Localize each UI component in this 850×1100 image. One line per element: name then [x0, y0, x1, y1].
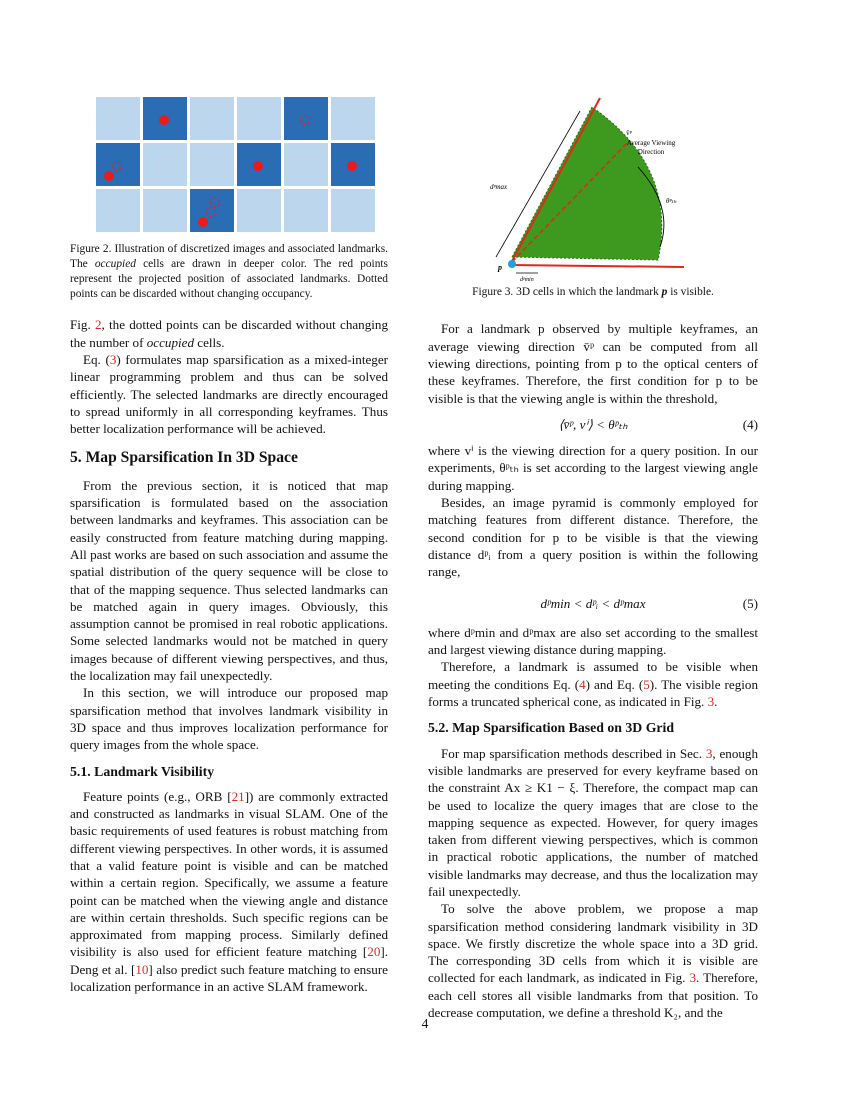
free-cell	[96, 97, 140, 140]
label-dmax: dᵖmax	[490, 183, 508, 191]
paragraph: Feature points (e.g., ORB [21]) are commonly extracted and constructed as landmarks in visual SLAM. One of the basic requirements of used features is robust matching from different viewing perspectives. In other words, it is assumed that a valid feature point is visible and can be matched within a certain region. Specifically, we assume a feature point can be matched when the viewing angle and distance are within certain thresholds. Such specific regions can be approximated from mapping process. Similarly defined visibility is also used for efficient feature matching [20]. Deng et al. [10] also predict such feature matching to ensure localization performance in an active SLAM framework.	[70, 788, 388, 995]
figure-2-grid	[96, 97, 388, 232]
label-v: v̄ᵖ	[626, 129, 632, 137]
right-column	[428, 97, 758, 1021]
free-cell	[331, 97, 375, 140]
landmark-point	[198, 217, 208, 227]
free-cell	[143, 143, 187, 186]
figure-3-diagram	[488, 97, 688, 283]
citation-link[interactable]: 21	[231, 788, 245, 804]
paragraph: From the previous section, it is noticed that map sparsification is formulated based on the association between landmarks and keyframes. This association can be easily constructed from feature matching during mapping. All past works are based on such association and assume the spatial distribution of the query sequence will be close to that of the mapping sequence. Thus selected landmarks can be matched again in query images. Obviously, this assumption cannot be promised in real robotic applications. Some selected landmarks would not be matched in query images because of different viewing perspectives, and thus, the localization may fail unexpectedly.	[70, 477, 388, 684]
free-cell	[190, 143, 234, 186]
occupied-cell	[96, 143, 140, 186]
landmark-point	[253, 161, 263, 171]
figure-ref-link[interactable]: 3	[707, 694, 715, 710]
label-p: p	[498, 263, 502, 272]
discardable-point	[210, 197, 220, 207]
landmark-point	[508, 260, 516, 268]
occupied-cell	[331, 143, 375, 186]
landmark-point	[159, 115, 169, 125]
page-number: 4	[421, 1016, 429, 1031]
figure-3	[488, 97, 758, 281]
free-cell	[284, 189, 328, 232]
paragraph: In this section, we will introduce our proposed map sparsification method that involves landmark visibility in 3D space and thus improves localization performance for query images from the whole space.	[70, 685, 388, 753]
left-column	[70, 97, 388, 995]
equation-ref-link[interactable]: 5	[643, 676, 650, 692]
paragraph: Fig. 2, the dotted points can be discarded without changing the number of occupied cells.	[70, 317, 388, 350]
paragraph: where vⁱ is the viewing direction for a query position. In our experiments, θᵖₜₕ is set according to the largest viewing angle during mapping.	[428, 443, 758, 493]
free-cell	[190, 97, 234, 140]
equation-4: ⟨v̄ᵖ, vⁱ⟩ < θᵖₜₕ (4)	[558, 416, 758, 432]
free-cell	[284, 143, 328, 186]
section-ref-link[interactable]: 3	[705, 745, 713, 761]
figure-3-caption: Figure 3. 3D cells in which the landmark p is visible.	[472, 286, 714, 299]
discardable-point	[206, 207, 216, 217]
equation-5: dᵖmin < dᵖᵢ < dᵖmax (5)	[540, 595, 758, 611]
section-heading-5-1: 5.1. Landmark Visibility	[70, 763, 215, 779]
paragraph: For a landmark p observed by multiple keyframes, an average viewing direction v̄ᵖ can be computed from all viewing directions, pointing from p to the optical centers of these keyframes. Therefore, the first condition for p to be visible is that the viewing angle is within the threshold,	[428, 321, 758, 406]
equation-ref-link[interactable]: 4	[579, 676, 586, 692]
occupied-cell	[190, 189, 234, 232]
paragraph: Eq. (3) formulates map sparsification as a mixed-integer linear programming problem and thus can be solved efficiently. The selected landmarks are directly encouraged to spread uniformly in all corresponding keyframes. Thus better localization performance will be achieved.	[70, 351, 389, 437]
label-average: Average Viewing	[626, 139, 676, 147]
paragraph: Besides, an image pyramid is commonly employed for matching features from different distance. Therefore, the second condition for p to be visible is that the viewing distance dᵖᵢ from a query position is within the following range,	[428, 495, 758, 580]
figure-ref-link[interactable]: 2	[94, 317, 102, 333]
discardable-point	[300, 115, 310, 125]
paragraph: where dᵖmin and dᵖmax are also set according to the smallest and largest viewing distance during mapping.	[428, 624, 758, 658]
free-cell	[237, 189, 281, 232]
citation-link[interactable]: 10	[135, 961, 149, 977]
paragraph: To solve the above problem, we propose a map sparsification method considering landmark visibility in 3D space. We firstly discretize the whole space into a 3D grid. The corresponding 3D cells from which it is visible are collected for each landmark, as indicated in Fig. 3. Therefore, each cell stores all visible landmarks from that position. To decrease computation, we define a threshold K₂, and the	[428, 901, 758, 1021]
figure-ref-link[interactable]: 3	[689, 970, 697, 986]
section-heading-5: 5. Map Sparsification In 3D Space	[70, 449, 298, 467]
occupied-cell	[237, 143, 281, 186]
label-dmin: dᵖmin	[520, 277, 534, 283]
landmark-point	[104, 171, 114, 181]
equation-ref-link[interactable]: 3	[109, 351, 117, 367]
landmark-point	[347, 161, 357, 171]
citation-link[interactable]: 20	[367, 944, 381, 960]
occupied-cell	[143, 97, 187, 140]
boundary-line	[510, 265, 684, 267]
free-cell	[331, 189, 375, 232]
paragraph: For map sparsification methods described in Sec. 3, enough visible landmarks are preserved for every keyframe based on the constraint Ax ≥ K1 − ξ. Therefore, the compact map can be used to localize the query images that are close to the mapping sequence as expected. However, for query images taken from different viewing perspectives, which is common in practical robotic applications, the number of matched visible landmarks may decrease, and thus the localization may fail unexpectedly.	[428, 745, 759, 899]
section-heading-5-2: 5.2. Map Sparsification Based on 3D Grid	[428, 720, 675, 736]
free-cell	[237, 97, 281, 140]
paragraph: Therefore, a landmark is assumed to be visible when meeting the conditions Eq. (4) and Eq. (5). The visible region forms a truncated spherical cone, as indicated in Fig. 3.	[428, 659, 758, 710]
free-cell	[96, 189, 140, 232]
occupied-cell	[284, 97, 328, 140]
free-cell	[143, 189, 187, 232]
discardable-point	[112, 161, 122, 171]
label-theta: θᵖₜₕ	[666, 197, 677, 205]
label-direction: Direction	[637, 148, 665, 156]
figure-2-caption: Figure 2. Illustration of discretized images and associated landmarks. The occupied cells are drawn in deeper color. The red points represent the projected position of associated landmarks. Dotted points can be discarded without changing occupancy.	[70, 243, 388, 301]
